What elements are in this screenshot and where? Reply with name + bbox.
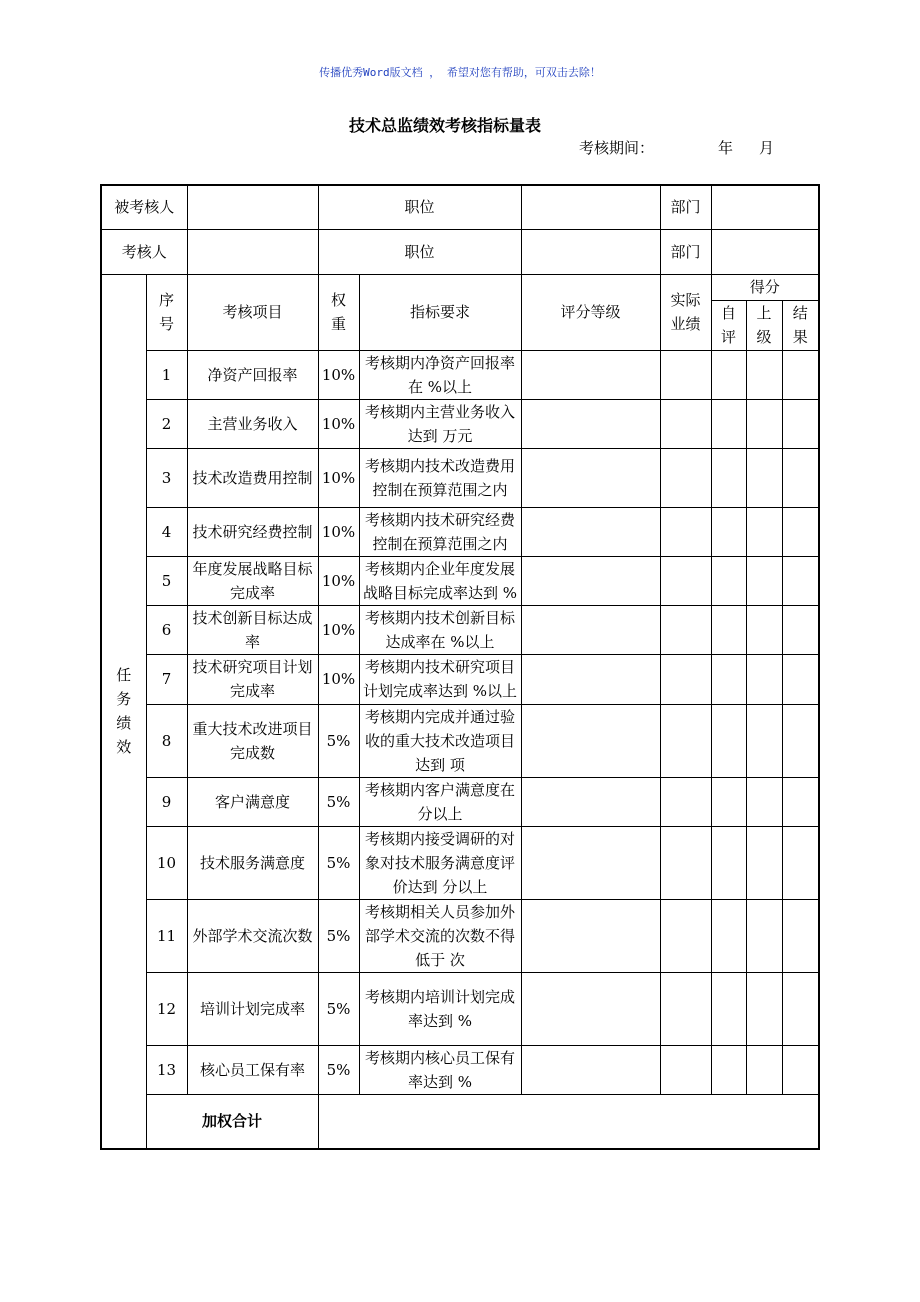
- header-weight: [318, 274, 359, 350]
- row-result-cell[interactable]: [782, 507, 819, 556]
- row-seq: 6: [146, 605, 187, 654]
- row-weight: 10%: [318, 448, 359, 507]
- row-item: 重大技术改进项目完成数: [187, 704, 318, 777]
- table-row: [101, 448, 819, 507]
- assessee-name-cell[interactable]: [187, 185, 318, 229]
- table-row: [101, 507, 819, 556]
- row-item: 主营业务收入: [187, 399, 318, 448]
- row-grade-cell[interactable]: [521, 399, 660, 448]
- section-label: 任务绩效: [116, 666, 132, 757]
- row-actual-cell[interactable]: [660, 1045, 711, 1094]
- total-label: 加权合计: [146, 1094, 318, 1149]
- row-grade-cell[interactable]: [521, 777, 660, 826]
- header-actual: [660, 274, 711, 350]
- row-seq: 9: [146, 777, 187, 826]
- assessee-position-cell[interactable]: [521, 185, 660, 229]
- row-result-cell[interactable]: [782, 777, 819, 826]
- row-result-cell[interactable]: [782, 704, 819, 777]
- row-result-cell[interactable]: [782, 899, 819, 972]
- table-row: [101, 777, 819, 826]
- table-row: [101, 1045, 819, 1094]
- row-requirement: 考核期内企业年度发展战略目标完成率达到 %: [359, 556, 521, 605]
- row-requirement: 考核期相关人员参加外部学术交流的次数不得低于 次: [359, 899, 521, 972]
- total-row: [101, 1094, 819, 1149]
- total-value-cell[interactable]: [318, 1094, 819, 1149]
- row-weight: 10%: [318, 399, 359, 448]
- row-item: 外部学术交流次数: [187, 899, 318, 972]
- row-weight: 5%: [318, 826, 359, 899]
- row-weight: 10%: [318, 556, 359, 605]
- period-month: 月: [759, 139, 775, 157]
- row-self-score-cell[interactable]: [711, 399, 746, 448]
- row-seq: 3: [146, 448, 187, 507]
- row-requirement: 考核期内核心员工保有率达到 %: [359, 1045, 521, 1094]
- table-row: [101, 605, 819, 654]
- row-item: 客户满意度: [187, 777, 318, 826]
- assessment-period: [579, 137, 774, 158]
- assessor-label: 考核人: [101, 229, 187, 274]
- assessor-dept-label: 部门: [660, 229, 711, 274]
- row-superior-score-cell[interactable]: [746, 350, 782, 399]
- row-seq: 7: [146, 654, 187, 704]
- row-result-cell[interactable]: [782, 448, 819, 507]
- row-weight: 5%: [318, 777, 359, 826]
- row-self-score-cell[interactable]: [711, 1045, 746, 1094]
- row-seq: 11: [146, 899, 187, 972]
- row-requirement: 考核期内培训计划完成率达到 %: [359, 972, 521, 1045]
- period-year: 年: [718, 139, 734, 157]
- row-item: 技术研究经费控制: [187, 507, 318, 556]
- table-row: [101, 704, 819, 777]
- row-weight: 10%: [318, 605, 359, 654]
- info-row-assessee: [101, 185, 819, 229]
- row-grade-cell[interactable]: [521, 350, 660, 399]
- row-requirement: 考核期内客户满意度在 分以上: [359, 777, 521, 826]
- row-result-cell[interactable]: [782, 556, 819, 605]
- row-superior-score-cell[interactable]: [746, 826, 782, 899]
- row-actual-cell[interactable]: [660, 350, 711, 399]
- header-grade: 评分等级: [521, 274, 660, 350]
- page-title: 技术总监绩效考核指标量表: [348, 116, 541, 135]
- row-self-score-cell[interactable]: [711, 448, 746, 507]
- header-requirement: 指标要求: [359, 274, 521, 350]
- assessee-label: 被考核人: [101, 185, 187, 229]
- row-result-cell[interactable]: [782, 399, 819, 448]
- row-actual-cell[interactable]: [660, 556, 711, 605]
- row-item: 培训计划完成率: [187, 972, 318, 1045]
- header-result-text: 结果: [792, 304, 808, 346]
- table-row: [101, 826, 819, 899]
- row-actual-cell[interactable]: [660, 972, 711, 1045]
- table-row: [101, 654, 819, 704]
- header-superior: [746, 300, 782, 350]
- row-actual-cell[interactable]: [660, 777, 711, 826]
- row-self-score-cell[interactable]: [711, 350, 746, 399]
- period-label: 考核期间：: [579, 139, 655, 157]
- row-actual-cell[interactable]: [660, 605, 711, 654]
- row-seq: 5: [146, 556, 187, 605]
- row-seq: 2: [146, 399, 187, 448]
- row-self-score-cell[interactable]: [711, 605, 746, 654]
- row-grade-cell[interactable]: [521, 972, 660, 1045]
- info-row-assessor: [101, 229, 819, 274]
- row-seq: 1: [146, 350, 187, 399]
- row-self-score-cell[interactable]: [711, 777, 746, 826]
- row-item: 技术研究项目计划完成率: [187, 654, 318, 704]
- row-seq: 10: [146, 826, 187, 899]
- row-actual-cell[interactable]: [660, 704, 711, 777]
- row-superior-score-cell[interactable]: [746, 704, 782, 777]
- row-self-score-cell[interactable]: [711, 899, 746, 972]
- row-item: 年度发展战略目标完成率: [187, 556, 318, 605]
- row-seq: 12: [146, 972, 187, 1045]
- header-self-text: 自评: [721, 304, 737, 346]
- row-self-score-cell[interactable]: [711, 654, 746, 704]
- row-superior-score-cell[interactable]: [746, 1045, 782, 1094]
- row-superior-score-cell[interactable]: [746, 448, 782, 507]
- row-weight: 10%: [318, 350, 359, 399]
- row-actual-cell[interactable]: [660, 654, 711, 704]
- row-weight: 5%: [318, 704, 359, 777]
- row-grade-cell[interactable]: [521, 1045, 660, 1094]
- row-requirement: 考核期内接受调研的对象对技术服务满意度评价达到 分以上: [359, 826, 521, 899]
- row-item: 核心员工保有率: [187, 1045, 318, 1094]
- watermark-note: 传播优秀Word版文档 ， 希望对您有帮助，可双击去除！: [319, 66, 601, 79]
- row-superior-score-cell[interactable]: [746, 899, 782, 972]
- row-weight: 5%: [318, 899, 359, 972]
- row-weight: 10%: [318, 507, 359, 556]
- assessee-dept-cell[interactable]: [711, 185, 819, 229]
- header-self: [711, 300, 746, 350]
- row-grade-cell[interactable]: [521, 448, 660, 507]
- row-superior-score-cell[interactable]: [746, 605, 782, 654]
- row-result-cell[interactable]: [782, 605, 819, 654]
- header-row: [101, 274, 819, 300]
- row-superior-score-cell[interactable]: [746, 972, 782, 1045]
- row-superior-score-cell[interactable]: [746, 777, 782, 826]
- row-result-cell[interactable]: [782, 350, 819, 399]
- assessment-table: [100, 184, 820, 1150]
- row-self-score-cell[interactable]: [711, 704, 746, 777]
- row-grade-cell[interactable]: [521, 899, 660, 972]
- row-superior-score-cell[interactable]: [746, 399, 782, 448]
- row-superior-score-cell[interactable]: [746, 556, 782, 605]
- row-actual-cell[interactable]: [660, 448, 711, 507]
- row-result-cell[interactable]: [782, 654, 819, 704]
- header-seq-text: 序号: [158, 291, 174, 333]
- table-row: [101, 350, 819, 399]
- header-weight-text: 权重: [331, 291, 347, 333]
- row-requirement: 考核期内净资产回报率在 %以上: [359, 350, 521, 399]
- row-seq: 8: [146, 704, 187, 777]
- row-requirement: 考核期内技术研究项目计划完成率达到 %以上: [359, 654, 521, 704]
- row-requirement: 考核期内完成并通过验收的重大技术改造项目达到 项: [359, 704, 521, 777]
- row-grade-cell[interactable]: [521, 826, 660, 899]
- row-self-score-cell[interactable]: [711, 972, 746, 1045]
- row-grade-cell[interactable]: [521, 556, 660, 605]
- header-score: 得分: [711, 274, 819, 300]
- row-requirement: 考核期内技术研究经费控制在预算范围之内: [359, 507, 521, 556]
- row-self-score-cell[interactable]: [711, 826, 746, 899]
- row-weight: 5%: [318, 1045, 359, 1094]
- assessor-position-label: 职位: [318, 229, 521, 274]
- header-item: 考核项目: [187, 274, 318, 350]
- row-superior-score-cell[interactable]: [746, 654, 782, 704]
- row-seq: 4: [146, 507, 187, 556]
- header-actual-text: 实际业绩: [670, 291, 701, 333]
- row-weight: 5%: [318, 972, 359, 1045]
- row-requirement: 考核期内主营业务收入达到 万元: [359, 399, 521, 448]
- row-actual-cell[interactable]: [660, 899, 711, 972]
- assessor-name-cell[interactable]: [187, 229, 318, 274]
- row-item: 技术服务满意度: [187, 826, 318, 899]
- row-result-cell[interactable]: [782, 826, 819, 899]
- row-result-cell[interactable]: [782, 972, 819, 1045]
- table-row: [101, 899, 819, 972]
- row-grade-cell[interactable]: [521, 654, 660, 704]
- row-grade-cell[interactable]: [521, 507, 660, 556]
- row-actual-cell[interactable]: [660, 826, 711, 899]
- row-superior-score-cell[interactable]: [746, 507, 782, 556]
- header-superior-text: 上级: [756, 304, 772, 346]
- table-row: [101, 972, 819, 1045]
- row-self-score-cell[interactable]: [711, 507, 746, 556]
- row-actual-cell[interactable]: [660, 507, 711, 556]
- row-actual-cell[interactable]: [660, 399, 711, 448]
- row-seq: 13: [146, 1045, 187, 1094]
- table-row: [101, 556, 819, 605]
- row-requirement: 考核期内技术创新目标达成率在 %以上: [359, 605, 521, 654]
- table-row: [101, 399, 819, 448]
- row-item: 技术改造费用控制: [187, 448, 318, 507]
- assessee-dept-label: 部门: [660, 185, 711, 229]
- assessee-position-label: 职位: [318, 185, 521, 229]
- assessor-position-cell[interactable]: [521, 229, 660, 274]
- row-self-score-cell[interactable]: [711, 556, 746, 605]
- row-result-cell[interactable]: [782, 1045, 819, 1094]
- row-item: 净资产回报率: [187, 350, 318, 399]
- row-item: 技术创新目标达成率: [187, 605, 318, 654]
- header-result: [782, 300, 819, 350]
- row-weight: 10%: [318, 654, 359, 704]
- header-seq: [146, 274, 187, 350]
- section-label-cell: [101, 274, 146, 1149]
- row-requirement: 考核期内技术改造费用控制在预算范围之内: [359, 448, 521, 507]
- row-grade-cell[interactable]: [521, 704, 660, 777]
- row-grade-cell[interactable]: [521, 605, 660, 654]
- assessor-dept-cell[interactable]: [711, 229, 819, 274]
